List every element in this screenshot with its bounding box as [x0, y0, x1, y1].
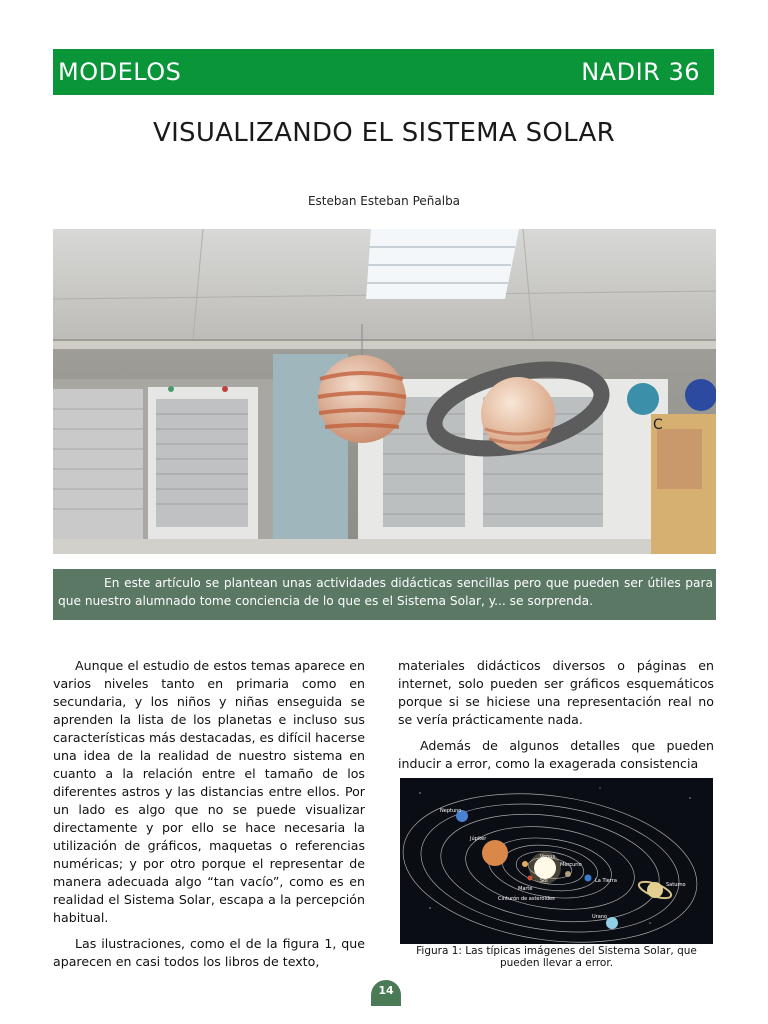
figure-label: Saturno — [666, 882, 686, 888]
page-number: 14 — [371, 980, 401, 1006]
figure-1 — [400, 778, 713, 944]
body-paragraph: Aunque el estudio de estos temas aparece en varios niveles tanto en primaria como en secundaria, y los niños y niñas enseguida se aprenden la lista de los planetas e incluso sus características más destacadas, es difícil hacerse una idea de la realidad de nuestro sistema en cuanto a la relación entre el tamaño de los diferentes astros y las distancias entre ellos. Por un lado es algo que no se puede visualizar directamente y por ello se hace necesaria la utilización de gráficos, maquetas o referencias numéricas; y por otro porque el representar de manera adecuada algo “tan vacío”, como es en realidad el Sistema Solar, escapa a la percepción habitual. — [53, 658, 365, 925]
body-column-left — [53, 657, 365, 979]
section-name: MODELOS — [58, 58, 182, 86]
figure-label: Urano — [592, 914, 608, 920]
solar-system-diagram — [400, 778, 713, 944]
figure-label: Sol — [540, 878, 548, 884]
article-author: Esteban Esteban Peñalba — [307, 194, 461, 208]
figure-caption: Figura 1: Las típicas imágenes del Sistema Solar, que pueden llevar a error. — [416, 945, 697, 969]
figure-label: Neptuno — [440, 808, 462, 814]
article-title: VISUALIZANDO EL SISTEMA SOLAR — [153, 118, 615, 148]
figure-label: Mercurio — [560, 862, 582, 868]
body-paragraph: Las ilustraciones, como el de la figura 1, que aparecen en casi todos los libros de texto, — [53, 936, 365, 969]
svg-text:C: C — [653, 417, 663, 433]
figure-label: Júpiter — [470, 836, 487, 842]
figure-label: La Tierra — [595, 878, 617, 884]
body-column-right — [398, 657, 714, 781]
figure-label: Marte — [518, 886, 533, 892]
article-abstract — [53, 569, 716, 620]
issue-label: NADIR 36 — [581, 58, 700, 86]
figure-label: Venus — [540, 854, 556, 860]
body-paragraph: Además de algunos detalles que pueden inducir a error, como la exagerada consistencia — [398, 738, 714, 771]
classroom-photo — [53, 229, 716, 554]
solar-system-model-photo — [53, 229, 716, 554]
body-paragraph: materiales didácticos diversos o páginas en internet, solo pueden ser gráficos esquemáticos porque si se hiciese una representación real no se vería prácticamente nada. — [398, 658, 714, 727]
abstract-text: En este artículo se plantean unas actividades didácticas sencillas pero que pueden ser útiles para que nuestro alumnado tome conciencia de lo que es el Sistema Solar, y... se sorprenda. — [58, 576, 713, 608]
figure-label: Cinturón de asteroides — [498, 896, 555, 902]
section-header — [53, 49, 714, 95]
